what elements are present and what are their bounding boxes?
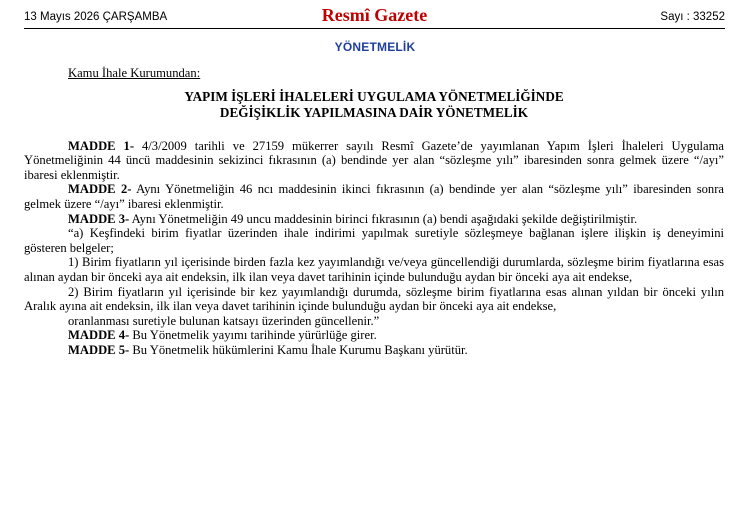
article-5-label: MADDE 5-	[68, 342, 130, 357]
issuing-authority: Kamu İhale Kurumundan:	[68, 66, 201, 80]
gazette-title: Resmî Gazete	[321, 5, 428, 25]
gazette-header	[24, 4, 725, 29]
quoted-item-2: 2) Birim fiyatların yıl içerisinde bir kez yayımlandığı durumda, sözleşme birim fiyatlarına esas alınan yıldan bir önceki yılın Aralık ayına ait endeksin, ilk ilan veya davet tarihinin içinde bulunduğu aydan bir önceki aya ait endekse,	[24, 284, 724, 314]
section-heading: YÖNETMELİK	[334, 40, 416, 54]
issue-date: 13 Mayıs 2026 ÇARŞAMBA	[24, 11, 168, 23]
article-1-label: MADDE 1-	[68, 138, 135, 153]
article-1	[24, 139, 724, 183]
article-3-text: Aynı Yönetmeliğin 49 uncu maddesinin birinci fıkrasının (a) bendi aşağıdaki şekilde değiştirilmiştir.	[129, 211, 638, 226]
article-1-text: 4/3/2009 tarihli ve 27159 mükerrer sayılı Resmî Gazete’de yayımlanan Yapım İşleri İhaleleri Uygulama Yönetmeliğinin 44 üncü maddesinin sekizinci fıkrasının (a) bendinde yer alan “sözleşme yılı” ibaresinden sonra gelmek üzere “/ayı” ibaresi eklenmiştir.	[24, 138, 724, 182]
article-3	[24, 212, 724, 227]
article-2-label: MADDE 2-	[68, 182, 132, 197]
regulation-title-line1: YAPIM İŞLERİ İHALELERİ UYGULAMA YÖNETMELİĞİNDE	[184, 88, 564, 104]
quoted-closing: oranlanması suretiyle bulunan katsayı üzerinden güncellenir.”	[68, 313, 380, 328]
regulation-title-line2: DEĞİŞİKLİK YAPILMASINA DAİR YÖNETMELİK	[219, 104, 529, 120]
article-2	[24, 182, 724, 211]
quoted-item-1: 1) Birim fiyatların yıl içerisinde birden fazla kez yayımlandığı ve/veya güncellendiği durumlarda, sözleşme birim fiyatlarına esas alınan aydan bir önceki aya ait endeksin, ilk ilan veya davet tarihinin içinde bulunduğu aydan bir önceki aya ait endekse,	[24, 255, 724, 284]
article-2-text: Aynı Yönetmeliğin 46 ncı maddesinin ikinci fıkrasının (a) bendinde yer alan “sözleşme yılı” ibaresinden sonra gelmek üzere “/ayı” ibaresi eklenmiştir.	[24, 182, 724, 211]
issue-number: Sayı : 33252	[660, 11, 725, 23]
article-4-text: Bu Yönetmelik yayımı tarihinde yürürlüğe girer.	[129, 328, 377, 343]
quoted-clause-a: “a) Keşfindeki birim fiyatlar üzerinden ihale indirimi yapılmak suretiyle sözleşmeye bağlanan işlere ilişkin iş deneyimini gösteren belgeler;	[24, 226, 724, 255]
article-5	[24, 343, 724, 358]
article-4-label: MADDE 4-	[68, 328, 130, 343]
article-5-text: Bu Yönetmelik hükümlerini Kamu İhale Kurumu Başkanı yürütür.	[129, 342, 468, 357]
article-4	[24, 328, 724, 343]
article-3-label: MADDE 3-	[68, 211, 130, 226]
regulation-title	[24, 89, 724, 121]
regulation-body	[24, 66, 724, 358]
